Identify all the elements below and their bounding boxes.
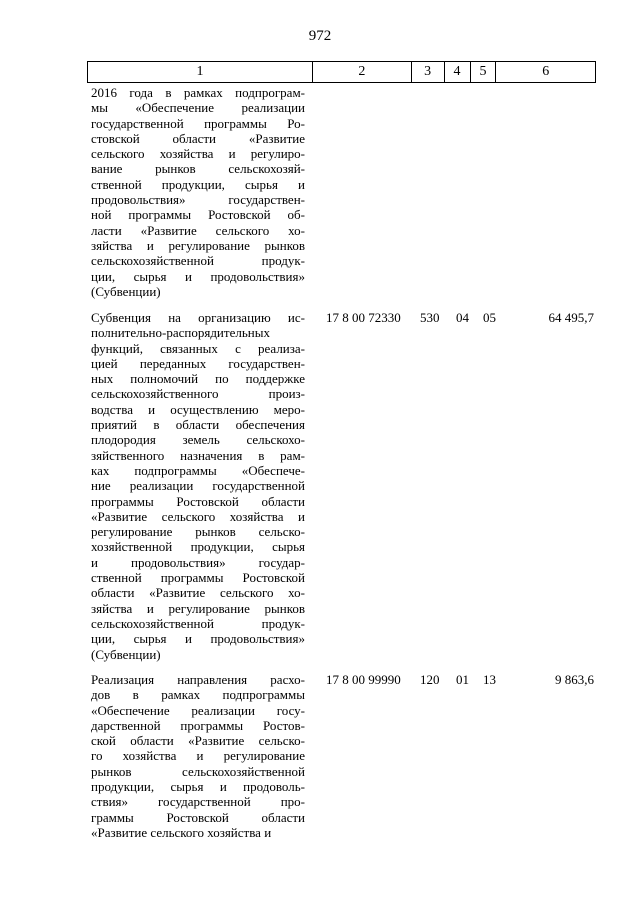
description-line: функций, связанных с реализа- — [91, 340, 305, 356]
amount-value: 64 495,7 — [548, 310, 594, 325]
description-line: ской области «Развитие сельско- — [91, 733, 305, 749]
description-line: продовольствия» государствен- — [91, 192, 305, 208]
description-line: ние реализации государственной — [91, 478, 305, 494]
description-line: граммы Ростовской области — [91, 809, 305, 825]
description-line: ции, сырья и продовольствия» — [91, 631, 305, 647]
description-line: мы «Обеспечение реализации — [91, 100, 305, 116]
description-line: Субвенция на организацию ис- — [91, 310, 305, 325]
description-line: плодородия земель сельскохо- — [91, 432, 305, 448]
column-header-1: 1 — [88, 62, 313, 82]
description-line: зяйства и регулирование рынков — [91, 237, 305, 253]
description-line: цией переданных государствен- — [91, 355, 305, 371]
expense-type-code: 530 — [420, 310, 440, 325]
expense-type-code: 120 — [420, 672, 440, 687]
description-line: сельскохозяйственной продук- — [91, 615, 305, 631]
description-line: ной программы Ростовской об- — [91, 207, 305, 223]
description-line: зяйственного назначения в рам- — [91, 447, 305, 463]
description-line: стовской области «Развитие — [91, 130, 305, 146]
description-line: «Развитие сельского хозяйства и — [91, 824, 272, 840]
row-description — [91, 672, 305, 840]
description-line: ках подпрограммы «Обеспече- — [91, 462, 305, 478]
description-line: (Субвенции) — [91, 283, 161, 299]
column-header-5: 5 — [471, 62, 497, 82]
description-line: «Обеспечение реализации госу- — [91, 702, 305, 718]
description-line: ствия» государственной про- — [91, 794, 305, 810]
description-line: хозяйственной продукции, сырья — [91, 539, 305, 555]
target-article-code: 17 8 00 99990 — [326, 672, 401, 687]
description-line: сельскохозяйственного произ- — [91, 386, 305, 402]
column-header-3: 3 — [412, 62, 445, 82]
row-description — [91, 310, 305, 662]
description-line: ственной продукции, сырья и — [91, 176, 305, 192]
description-line: го хозяйства и регулирование — [91, 748, 305, 764]
description-line: ции, сырья и продовольствия» — [91, 268, 305, 284]
description-line: сельского хозяйства и регулиро- — [91, 146, 305, 162]
description-line: приятий в области обеспечения — [91, 417, 305, 433]
description-line: дов в рамках подпрограммы — [91, 687, 305, 703]
column-header-2: 2 — [313, 62, 412, 82]
description-line: рынков сельскохозяйственной — [91, 763, 305, 779]
description-line: ласти «Развитие сельского хо- — [91, 222, 305, 238]
subsection-code: 05 — [483, 310, 496, 325]
column-header-4: 4 — [445, 62, 471, 82]
description-line: ственной программы Ростовской — [91, 570, 305, 586]
section-code: 04 — [456, 310, 469, 325]
description-line: государственной программы Ро- — [91, 115, 305, 131]
description-line: полнительно-распорядительных — [91, 325, 270, 341]
description-line: Реализация направления расхо- — [91, 672, 305, 687]
description-line: продукции, сырья и продоволь- — [91, 779, 305, 795]
description-line: вание рынков сельскохозяй- — [91, 161, 305, 177]
description-line: и продовольствия» государ- — [91, 554, 305, 570]
page-number: 972 — [308, 28, 332, 44]
target-article-code: 17 8 00 72330 — [326, 310, 401, 325]
subsection-code: 13 — [483, 672, 496, 687]
description-line: регулирование рынков сельско- — [91, 524, 305, 540]
description-line: ных полномочий по поддержке — [91, 371, 305, 387]
description-line: программы Ростовской области — [91, 493, 305, 509]
row-description — [91, 85, 305, 299]
description-line: 2016 года в рамках подпрограм- — [91, 85, 305, 100]
description-line: водства и осуществлению меро- — [91, 401, 305, 417]
description-line: зяйства и регулирование рынков — [91, 600, 305, 616]
section-code: 01 — [456, 672, 469, 687]
column-header-6: 6 — [542, 64, 550, 79]
description-line: «Развитие сельского хозяйства и — [91, 508, 305, 524]
description-line: области «Развитие сельского хо- — [91, 585, 305, 601]
table-header-row — [87, 61, 596, 83]
description-line: сельскохозяйственной продук- — [91, 253, 305, 269]
amount-value: 9 863,6 — [555, 672, 594, 687]
description-line: (Субвенции) — [91, 646, 161, 662]
description-line: дарственной программы Ростов- — [91, 717, 305, 733]
